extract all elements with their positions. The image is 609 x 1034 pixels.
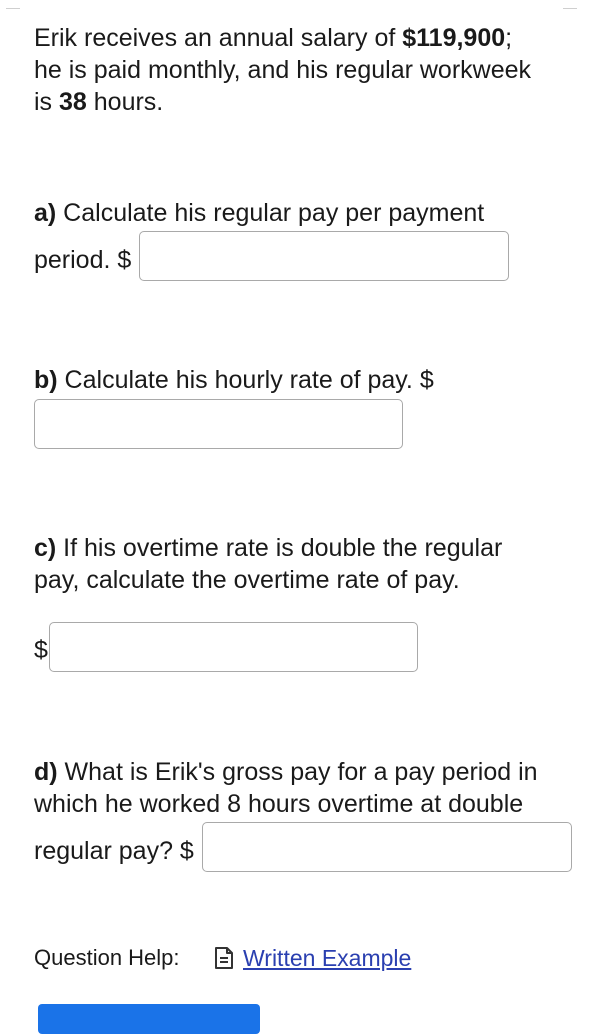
part-a-line-2: period. $ — [34, 246, 132, 274]
part-b-text: Calculate his hourly rate of pay. $ — [57, 366, 434, 394]
problem-text: is — [34, 88, 59, 116]
problem-text: Erik receives an annual salary of — [34, 24, 403, 52]
hours-value: 38 — [59, 88, 87, 116]
part-c-text: If his overtime rate is double the regular — [56, 534, 503, 562]
part-a-letter: a) — [34, 199, 57, 227]
part-c-line-2: pay, calculate the overtime rate of pay. — [34, 566, 460, 594]
part-a-question — [34, 197, 484, 229]
problem-line-1 — [34, 22, 512, 54]
part-d-answer-input[interactable] — [202, 822, 572, 872]
top-divider-right — [563, 8, 577, 9]
document-icon[interactable] — [213, 946, 235, 970]
part-b-question — [34, 364, 434, 396]
question-help-label: Question Help: — [34, 945, 180, 970]
part-c-currency: $ — [34, 636, 48, 664]
submit-button[interactable] — [38, 1004, 260, 1034]
part-a-answer-input[interactable] — [139, 231, 509, 281]
problem-line-2: he is paid monthly, and his regular workweek — [34, 56, 532, 84]
part-c-answer-input[interactable] — [49, 622, 418, 672]
salary-value: $119,900 — [402, 24, 506, 52]
part-c-letter: c) — [34, 534, 57, 562]
part-b-answer-input[interactable] — [34, 399, 403, 449]
part-b-letter: b) — [34, 366, 58, 394]
part-d-text: What is Erik's gross pay for a pay period in — [57, 758, 538, 786]
top-divider-left — [6, 8, 20, 9]
written-example-link[interactable]: Written Example — [243, 945, 412, 971]
part-d-letter: d) — [34, 758, 58, 786]
part-d-question — [34, 756, 538, 788]
part-d-line-2: which he worked 8 hours overtime at double — [34, 790, 524, 818]
part-c-question — [34, 532, 502, 564]
problem-text: ; — [505, 24, 513, 52]
part-d-line-3: regular pay? $ — [34, 837, 194, 865]
problem-text: hours. — [86, 88, 164, 116]
part-a-text: Calculate his regular pay per payment — [56, 199, 485, 227]
problem-line-3 — [34, 86, 163, 118]
